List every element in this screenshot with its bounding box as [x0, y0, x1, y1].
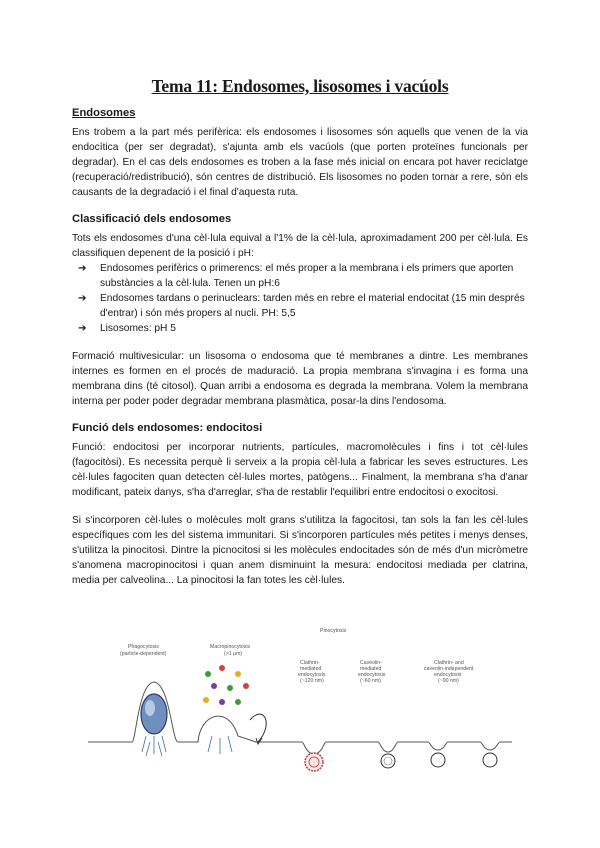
figure-label: Clathrin- — [300, 660, 320, 666]
macromolecule — [205, 671, 211, 677]
vesicle — [431, 753, 445, 767]
macromolecule — [235, 671, 241, 677]
figure-label: (>1 µm) — [224, 651, 243, 657]
figure-label: (~120 nm) — [300, 678, 324, 684]
figure-label: Pinocytosis — [320, 628, 347, 634]
figure-label: endocytosis — [434, 672, 462, 678]
endocytosis-diagram — [88, 624, 512, 774]
section-heading-endocytosis: Funció dels endosomes: endocitosi — [72, 422, 263, 434]
paragraph: Formació multivesicular: un lisosoma o endosoma que té membranes a dintre. Les membranes internes es formen en el procés de maduració. La propia membrana s'invagina i es forma una membrana dins (té citosol). Quan arribi a endosoma es degrada la membrana. Volem la membrana interna per poder poder degradar membrana plasmàtica, posar-la dins l'endosoma. — [72, 351, 528, 407]
arrow-icon: ➔ — [78, 263, 87, 274]
figure-label: (~60 nm) — [360, 678, 381, 684]
macromolecule — [203, 697, 209, 703]
actin-filaments — [142, 736, 166, 756]
arrow-icon: ➔ — [78, 293, 87, 304]
list-item: ➔ Endosomes tardans o perinuclears: tarden més en rebre el material endocitat (15 min després d'entrar) i són més propers al nucli. PH: 5,5 — [78, 293, 525, 319]
macromolecule — [235, 699, 241, 705]
figure-label: Phagocytosis — [128, 644, 159, 650]
figure-label: (~90 nm) — [438, 678, 459, 684]
phagocytosed-particle — [141, 694, 167, 734]
bullet-list — [72, 261, 528, 336]
figure-label: mediated — [360, 666, 382, 672]
arrow-icon: ➔ — [78, 323, 87, 334]
paragraph: Tots els endosomes d'una cèl·lula equival a l'1% de la cèl·lula, aproximadament 200 per cèl·lula. Es classifiquen depenent de la posició i pH: — [72, 233, 528, 259]
figure-label: endocytosis — [298, 672, 326, 678]
figure-label: Macropinocytosis — [210, 644, 251, 650]
list-item: ➔ Endosomes perifèrics o primerencs: el més proper a la membrana i els primers que aporten substàncies a la cèl·lula. Tenen un pH:6 — [78, 263, 514, 289]
endocytosis-figure — [88, 624, 512, 774]
macromolecule — [243, 683, 249, 689]
paragraph: Si s'incorporen cèl·lules o molècules molt grans s'utilitza la fagocitosi, tan sols la fan les cèl·lules específiques com les del sistema immunitari. Si s'incorporen partícules més petites i menys denses, s'utilitza la pinocitosi. Dintre la picnocitosi si les molècules endocitades són de més d'un micròmetre s'anomena macropinocitosi i quan anem disminuint la mesura: endocitosi mediada per clatrina, media per calveolina... La pinocitosi la fan totes les cèl·lules. — [72, 515, 528, 586]
figure-label: caveolin-independent — [424, 666, 474, 672]
page-title: Tema 11: Endosomes, lisosomes i vacúols — [151, 76, 449, 96]
section-heading-classification: Classificació dels endosomes — [72, 213, 232, 225]
paragraph: Funció: endocitosi per incorporar nutrients, partícules, macromolècules i fins i tot cèl·lules (fagocitòsi). Es necessita perquè li serveix a la propia cèl·lula a fabricar les seves estructures. Les cèl·lules fagociten quan detecten cèl·lules mortes, patògens... Finalment, la membrana s'ha d'anar modificant, pateix danys, s'ha d'arreglar, s'ha de restablir l'equilibri entre endocitosi o exocitosi. — [72, 442, 528, 498]
actin-filaments — [208, 736, 232, 754]
figure-label: endocytosis — [358, 672, 386, 678]
paragraph: Ens trobem a la part més perifèrica: els endosomes i lisosomes són aquells que venen de la via endocítica (per ser degradat), s'ajunta amb els vacúols (que porten proteïnes funcionals per degradar). En el cas dels endosomes es troben a la fase més inicial on encara pot haver reciclatge (recuperació/redistribució), són centres de distribució. Els lisosomes no poden tornar a rere, són els causants de la degradació i el final d'aquesta ruta. — [72, 127, 528, 198]
macromolecule — [211, 683, 217, 689]
figure-label: Clathrin- and — [434, 660, 464, 666]
macromolecule — [227, 685, 233, 691]
document-page — [72, 70, 528, 588]
macromolecule — [219, 665, 225, 671]
curved-arrow — [250, 714, 266, 742]
vesicle — [483, 753, 497, 767]
figure-label: (particle-dependent) — [120, 651, 167, 657]
caveolin-vesicle — [381, 754, 395, 768]
list-item: ➔ Lisosomes: pH 5 — [78, 323, 176, 334]
figure-label: mediated — [300, 666, 322, 672]
clathrin-vesicle — [305, 753, 323, 771]
section-heading-endosomes: Endosomes — [72, 107, 136, 119]
macromolecule — [219, 699, 225, 705]
figure-label: Caveolin- — [360, 660, 382, 666]
